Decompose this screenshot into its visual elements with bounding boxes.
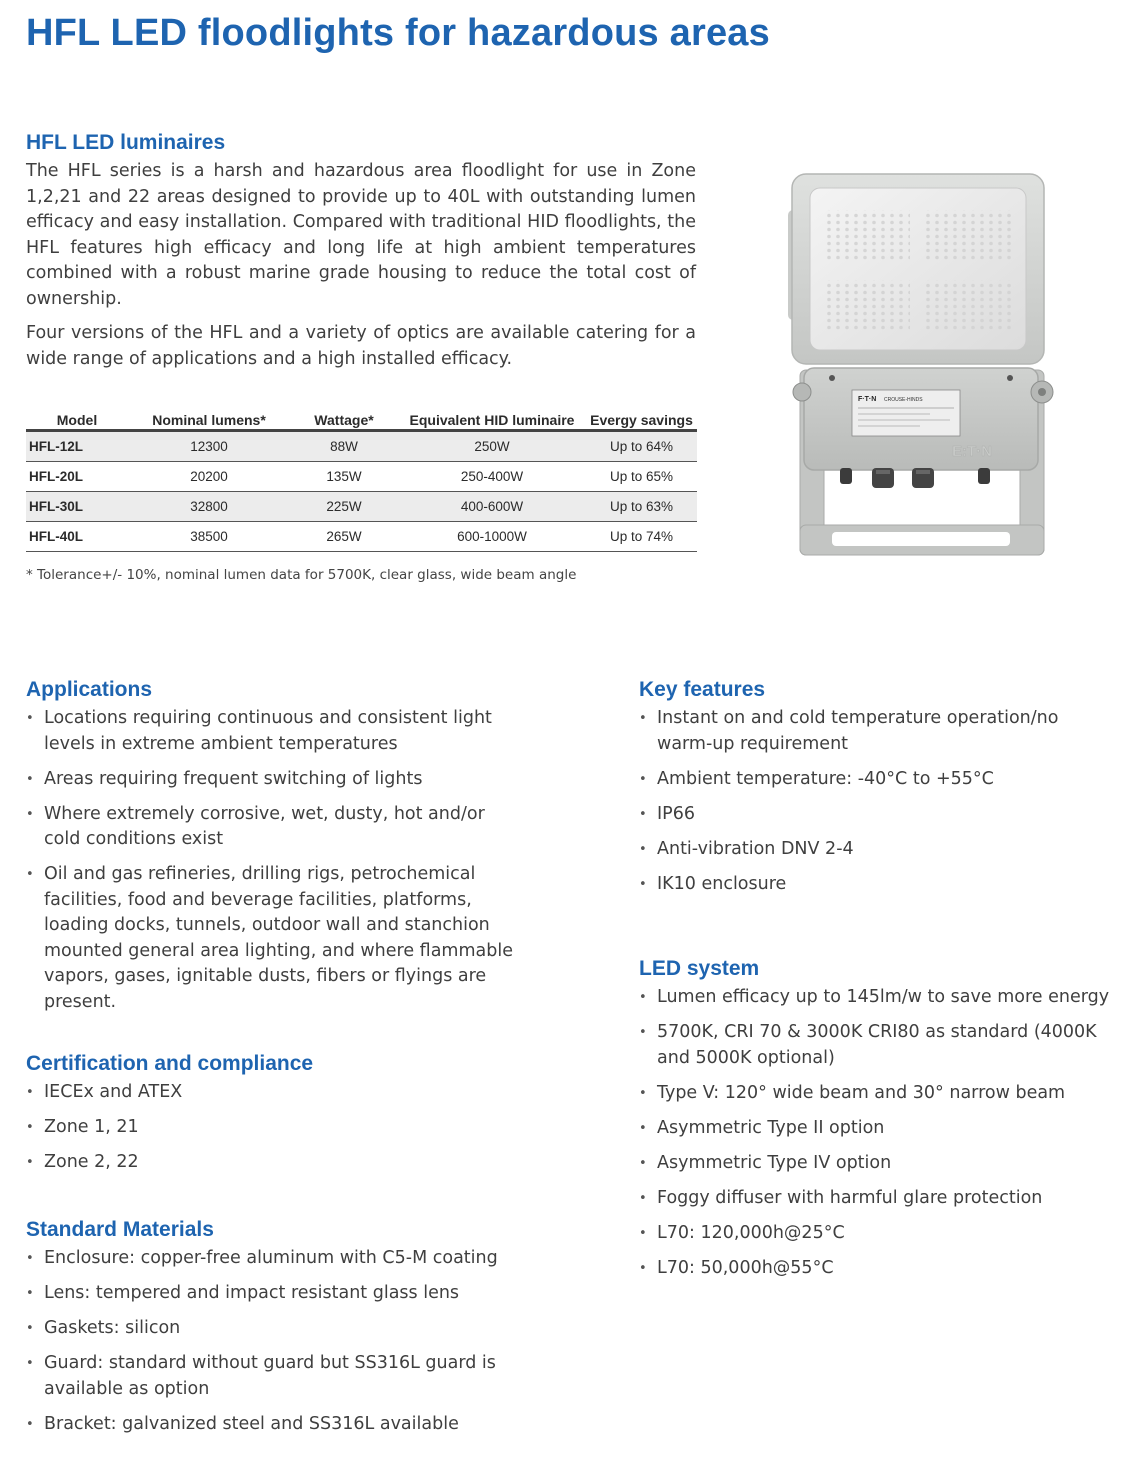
certification-list bbox=[26, 1080, 526, 1176]
housing-logo: E:T·N bbox=[952, 443, 992, 460]
applications-heading: Applications bbox=[26, 678, 153, 701]
led-floodlight-image bbox=[780, 170, 1070, 570]
cell-model: HFL-40L bbox=[26, 522, 128, 552]
list-item: • Lens: tempered and impact resistant glass lens bbox=[26, 1281, 526, 1307]
cell-wattage: 88W bbox=[290, 431, 398, 462]
col-header-savings: Evergy savings bbox=[586, 410, 697, 431]
cell-savings: Up to 64% bbox=[586, 431, 697, 462]
table-footnote: * Tolerance+/- 10%, nominal lumen data for 5700K, clear glass, wide beam angle bbox=[26, 567, 577, 583]
cell-savings: Up to 65% bbox=[586, 462, 697, 492]
key-features-list bbox=[639, 706, 1117, 897]
cell-wattage: 135W bbox=[290, 462, 398, 492]
col-header-lumens: Nominal lumens* bbox=[128, 410, 290, 431]
page-title: HFL LED floodlights for hazardous areas bbox=[26, 12, 770, 54]
list-item: • Type V: 120° wide beam and 30° narrow beam bbox=[639, 1081, 1117, 1107]
list-item: • Instant on and cold temperature operation/no warm-up requirement bbox=[639, 706, 1117, 757]
list-item: • IECEx and ATEX bbox=[26, 1080, 526, 1106]
cell-wattage: 265W bbox=[290, 522, 398, 552]
label-sub: CROUSE-HINDS bbox=[884, 397, 923, 403]
list-item: • Guard: standard without guard but SS316L guard is available as option bbox=[26, 1351, 526, 1402]
cell-wattage: 225W bbox=[290, 492, 398, 522]
list-item: • IP66 bbox=[639, 802, 1117, 828]
cell-lumens: 12300 bbox=[128, 431, 290, 462]
table-row bbox=[26, 492, 697, 522]
spec-table bbox=[26, 410, 697, 552]
list-item: • IK10 enclosure bbox=[639, 872, 1117, 898]
cell-model: HFL-30L bbox=[26, 492, 128, 522]
led-system-heading: LED system bbox=[639, 957, 760, 980]
materials-heading: Standard Materials bbox=[26, 1218, 214, 1241]
materials-list bbox=[26, 1246, 526, 1437]
led-system-list bbox=[639, 985, 1117, 1281]
cell-hid: 600-1000W bbox=[398, 522, 586, 552]
list-item: • Zone 2, 22 bbox=[26, 1150, 526, 1176]
table-row bbox=[26, 522, 697, 552]
intro-heading: HFL LED luminaires bbox=[26, 131, 226, 154]
list-item: • Anti-vibration DNV 2-4 bbox=[639, 837, 1117, 863]
col-header-hid: Equivalent HID luminaire bbox=[398, 410, 586, 431]
table-row bbox=[26, 431, 697, 462]
list-item: • Bracket: galvanized steel and SS316L available bbox=[26, 1412, 526, 1438]
list-item: • Enclosure: copper-free aluminum with C5-M coating bbox=[26, 1246, 526, 1272]
cell-lumens: 20200 bbox=[128, 462, 290, 492]
table-header-row bbox=[26, 410, 697, 431]
materials-section bbox=[26, 1218, 526, 1447]
list-item: • Lumen efficacy up to 145lm/w to save more energy bbox=[639, 985, 1117, 1011]
label-brand: F·T·N bbox=[858, 396, 877, 403]
certification-section bbox=[26, 1052, 526, 1185]
table-row bbox=[26, 462, 697, 492]
intro-paragraph-2: Four versions of the HFL and a variety of optics are available catering for a wide range of applications and a high installed efficacy. bbox=[26, 323, 696, 369]
cell-hid: 250-400W bbox=[398, 462, 586, 492]
applications-list bbox=[26, 706, 526, 1015]
cell-savings: Up to 63% bbox=[586, 492, 697, 522]
list-item: • Locations requiring continuous and consistent light levels in extreme ambient temperatures bbox=[26, 706, 526, 757]
cell-model: HFL-20L bbox=[26, 462, 128, 492]
intro-section bbox=[26, 131, 696, 372]
list-item: • Foggy diffuser with harmful glare protection bbox=[639, 1186, 1117, 1212]
certification-heading: Certification and compliance bbox=[26, 1052, 314, 1075]
list-item: • Oil and gas refineries, drilling rigs, petrochemical facilities, food and beverage facilities, platforms, loading docks, tunnels, outdoor wall and stanchion mounted general area lighting, and where flammable vapors, gases, ignitable dusts, fibers or flyings are present. bbox=[26, 862, 526, 1015]
key-features-heading: Key features bbox=[639, 678, 766, 701]
cell-hid: 250W bbox=[398, 431, 586, 462]
list-item: • L70: 50,000h@55°C bbox=[639, 1256, 1117, 1282]
led-system-section bbox=[639, 957, 1117, 1291]
list-item: • 5700K, CRI 70 & 3000K CRI80 as standard (4000K and 5000K optional) bbox=[639, 1020, 1117, 1071]
col-header-model: Model bbox=[26, 410, 128, 431]
applications-section bbox=[26, 678, 526, 1025]
intro-paragraph-1: The HFL series is a harsh and hazardous area floodlight for use in Zone 1,2,21 and 22 areas designed to provide up to 40L with outstanding lumen efficacy and easy installation. Compared with traditional HID floodlights, the HFL features high efficacy and long life at high ambient temperatures combined with a robust marine grade housing to reduce the total cost of ownership. bbox=[26, 161, 696, 309]
list-item: • Zone 1, 21 bbox=[26, 1115, 526, 1141]
key-features-section bbox=[639, 678, 1117, 907]
cell-lumens: 38500 bbox=[128, 522, 290, 552]
cell-lumens: 32800 bbox=[128, 492, 290, 522]
cell-model: HFL-12L bbox=[26, 431, 128, 462]
list-item: • Where extremely corrosive, wet, dusty, hot and/or cold conditions exist bbox=[26, 802, 526, 853]
cell-savings: Up to 74% bbox=[586, 522, 697, 552]
list-item: • L70: 120,000h@25°C bbox=[639, 1221, 1117, 1247]
cell-hid: 400-600W bbox=[398, 492, 586, 522]
list-item: • Asymmetric Type IV option bbox=[639, 1151, 1117, 1177]
col-header-wattage: Wattage* bbox=[290, 410, 398, 431]
list-item: • Asymmetric Type II option bbox=[639, 1116, 1117, 1142]
list-item: • Areas requiring frequent switching of lights bbox=[26, 767, 526, 793]
list-item: • Gaskets: silicon bbox=[26, 1316, 526, 1342]
list-item: • Ambient temperature: -40°C to +55°C bbox=[639, 767, 1117, 793]
